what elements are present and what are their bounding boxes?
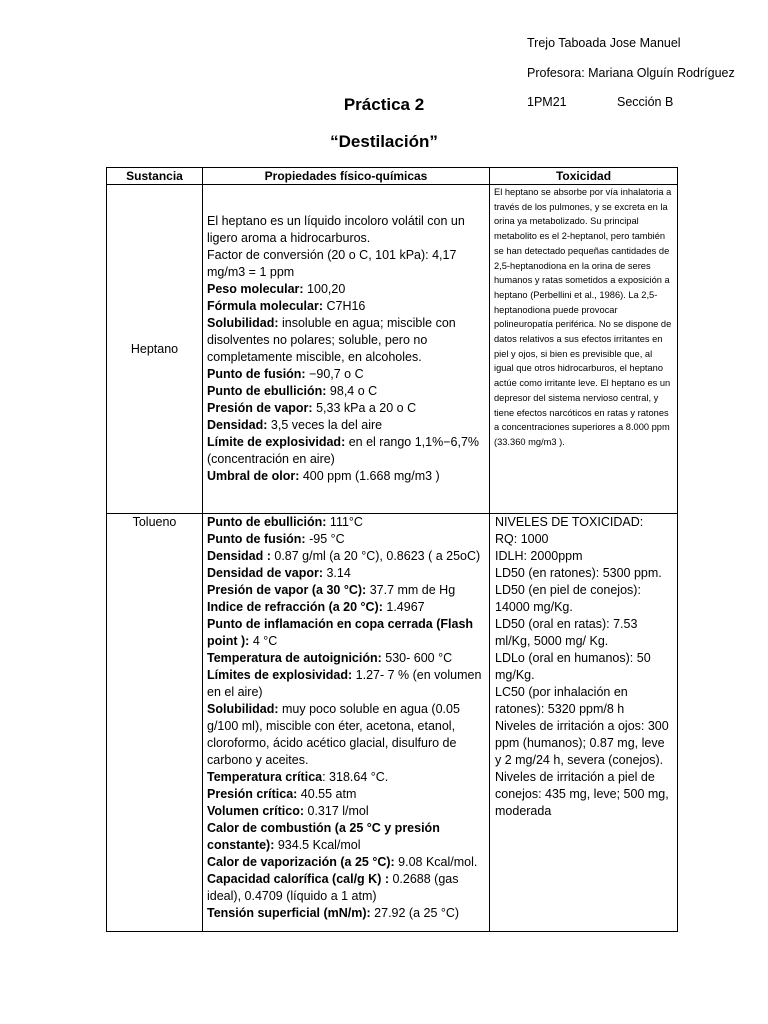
property-line [207,854,485,871]
header-properties: Propiedades físico-químicas [203,168,490,185]
property-label: Capacidad calorífica (cal/g K) : [207,872,389,886]
toxicity-line: Niveles de irritación a ojos: 300 ppm (humanos); 0.87 mg, leve y 2 mg/24 h, severa (conejos). [495,719,669,767]
property-label: Punto de ebullición: [207,515,327,529]
toxicity-line: Niveles de irritación a piel de conejos: 435 mg, leve; 500 mg, moderada [495,770,669,818]
toxicity-cell [490,514,678,932]
property-label: Punto de fusión: [207,367,306,381]
property-value: −90,7 o C [305,367,364,381]
property-line [207,281,485,298]
property-line [207,803,485,820]
property-line [207,599,485,616]
property-line [207,400,485,417]
property-line [207,315,485,366]
property-value: 1.27- 7 % (en volumen en el aire) [207,668,482,699]
property-label: Calor de vaporización (a 25 °C): [207,855,395,869]
toxicity-line: NIVELES DE TOXICIDAD: [495,515,644,529]
property-line [207,366,485,383]
section-label: Sección B [617,95,674,109]
property-value: : 318.64 °C. [322,770,389,784]
property-label: Densidad: [207,418,268,432]
property-value: 37.7 mm de Hg [366,583,456,597]
toxicity-list [495,514,672,820]
property-value: 3.14 [323,566,351,580]
property-value: 0.317 l/mol [304,804,369,818]
property-label: Indice de refracción (a 20 °C): [207,600,383,614]
substance-cell: Tolueno [107,514,203,932]
toxicity-line: LDLo (oral en humanos): 50 mg/Kg. [495,651,651,682]
property-line [207,820,485,854]
property-label: Calor de combustión (a 25 °C y presión constante): [207,821,440,852]
property-value: insoluble en agua; miscible con disolventes no polares; soluble, pero no completamente miscible, en alcoholes. [207,316,456,364]
property-value: C7H16 [323,299,366,313]
property-label: Presión de vapor: [207,401,313,415]
property-line [207,650,485,667]
table-row-heptano [107,185,678,514]
property-line [207,905,485,922]
property-line [207,871,485,905]
property-value: 98,4 o C [326,384,378,398]
property-value: muy poco soluble en agua (0.05 g/100 ml), miscible con éter, acetona, etanol, cloroformo, ácido acético glacial, disulfuro de carbono y aceites. [207,702,460,767]
property-value: 934.5 Kcal/mol [274,838,361,852]
property-label: Tensión superficial (mN/m): [207,906,371,920]
property-label: Presión crítica: [207,787,298,801]
properties-intro: El heptano es un líquido incoloro volátil con un ligero aroma a hidrocarburos. [207,214,465,245]
conversion-factor: Factor de conversión (20 o C, 101 kPa): 4,17 mg/m3 = 1 ppm [207,248,457,279]
property-value: 40.55 atm [297,787,357,801]
property-line [207,769,485,786]
property-label: Punto de inflamación en copa cerrada (Flash point ): [207,617,474,648]
property-label: Temperatura de autoignición: [207,651,382,665]
page-subtitle: “Destilación” [330,132,438,151]
property-line [207,383,485,400]
table-row-tolueno [107,514,678,932]
properties-cell [203,185,490,514]
table-header-row [107,168,678,185]
property-label: Punto de fusión: [207,532,306,546]
property-line [207,616,485,650]
property-label: Solubilidad: [207,316,279,330]
property-value: 100,20 [303,282,346,296]
property-value: 9.08 Kcal/mol. [394,855,478,869]
property-label: Límites de explosividad: [207,668,353,682]
properties-cell [203,514,490,932]
property-line [207,514,485,531]
properties-list [207,281,485,485]
property-value: en el rango 1,1%−6,7% (concentración en aire) [207,435,480,466]
property-line [207,786,485,803]
toxicity-line: LD50 (oral en ratas): 7.53 ml/Kg, 5000 mg/ Kg. [495,617,638,648]
property-label: Densidad : [207,549,271,563]
property-value: 27.92 (a 25 °C) [370,906,460,920]
property-value: 4 °C [249,634,278,648]
property-line [207,434,485,468]
property-value: -95 °C [305,532,345,546]
toxicity-line: LD50 (en ratones): 5300 ppm. [495,566,662,580]
property-line [207,548,485,565]
property-label: Volumen crítico: [207,804,305,818]
header-substance: Sustancia [107,168,203,185]
property-label: Punto de ebullición: [207,384,327,398]
property-line [207,565,485,582]
property-label: Densidad de vapor: [207,566,323,580]
author-name: Trejo Taboada Jose Manuel [527,36,681,50]
toxicity-cell: El heptano se absorbe por vía inhalatoria a través de los pulmones, y se excreta en la orina ya metabolizado. Su principal metabolito es el 2-heptanol, pero también se han detectado pequeñas cantidades de 2,5-heptanodiona en la orina de seres humanos y ratas sometidos a exposición a heptano (Perbellini et al., 1986). La 2,5-heptanodiona puede provocar polineuropatía periférica. No se dispone de datos relativos a sus efectos irritantes en piel y ojos, si bien es previsible que, al igual que otros hidrocarburos, el heptano actúe como irritante leve. El heptano es un depresor del sistema nervioso central, y tiene efectos narcóticos en ratas y ratones a concentraciones superiores a 8.000 ppm (33.360 mg/m3 ). [490,185,678,514]
property-label: Fórmula molecular: [207,299,323,313]
property-line [207,667,485,701]
property-value: 1.4967 [382,600,425,614]
property-value: 111°C [326,515,363,529]
property-value: 400 ppm (1.668 mg/m3 ) [299,469,440,483]
toxicity-line: IDLH: 2000ppm [495,549,583,563]
property-label: Peso molecular: [207,282,304,296]
substance-cell: Heptano [107,185,203,514]
property-value: 3,5 veces la del aire [267,418,383,432]
property-label: Temperatura crítica [207,770,323,784]
property-value: 0.2688 (gas ideal), 0.4709 (líquido a 1 atm) [207,872,459,903]
property-line [207,531,485,548]
toxicity-line: LC50 (por inhalación en ratones): 5320 ppm/8 h [495,685,628,716]
property-label: Umbral de olor: [207,469,300,483]
properties-list [207,514,485,922]
toxicity-line: LD50 (en piel de conejos): 14000 mg/Kg. [495,583,641,614]
property-line [207,298,485,315]
header-toxicity: Toxicidad [490,168,678,185]
page-title: Práctica 2 [343,95,425,114]
property-label: Solubilidad: [207,702,279,716]
property-line [207,417,485,434]
property-line [207,468,485,485]
substances-table [106,167,678,932]
property-line [207,582,485,599]
toxicity-line: RQ: 1000 [495,532,549,546]
group-code: 1PM21 [527,95,567,109]
property-label: Presión de vapor (a 30 °C): [207,583,367,597]
property-value: 0.87 g/ml (a 20 °C), 0.8623 ( a 25oC) [270,549,481,563]
teacher-name: Profesora: Mariana Olguín Rodríguez [527,66,735,80]
property-line [207,701,485,769]
property-value: 530- 600 °C [381,651,453,665]
property-value: 5,33 kPa a 20 o C [312,401,417,415]
property-label: Límite de explosividad: [207,435,346,449]
